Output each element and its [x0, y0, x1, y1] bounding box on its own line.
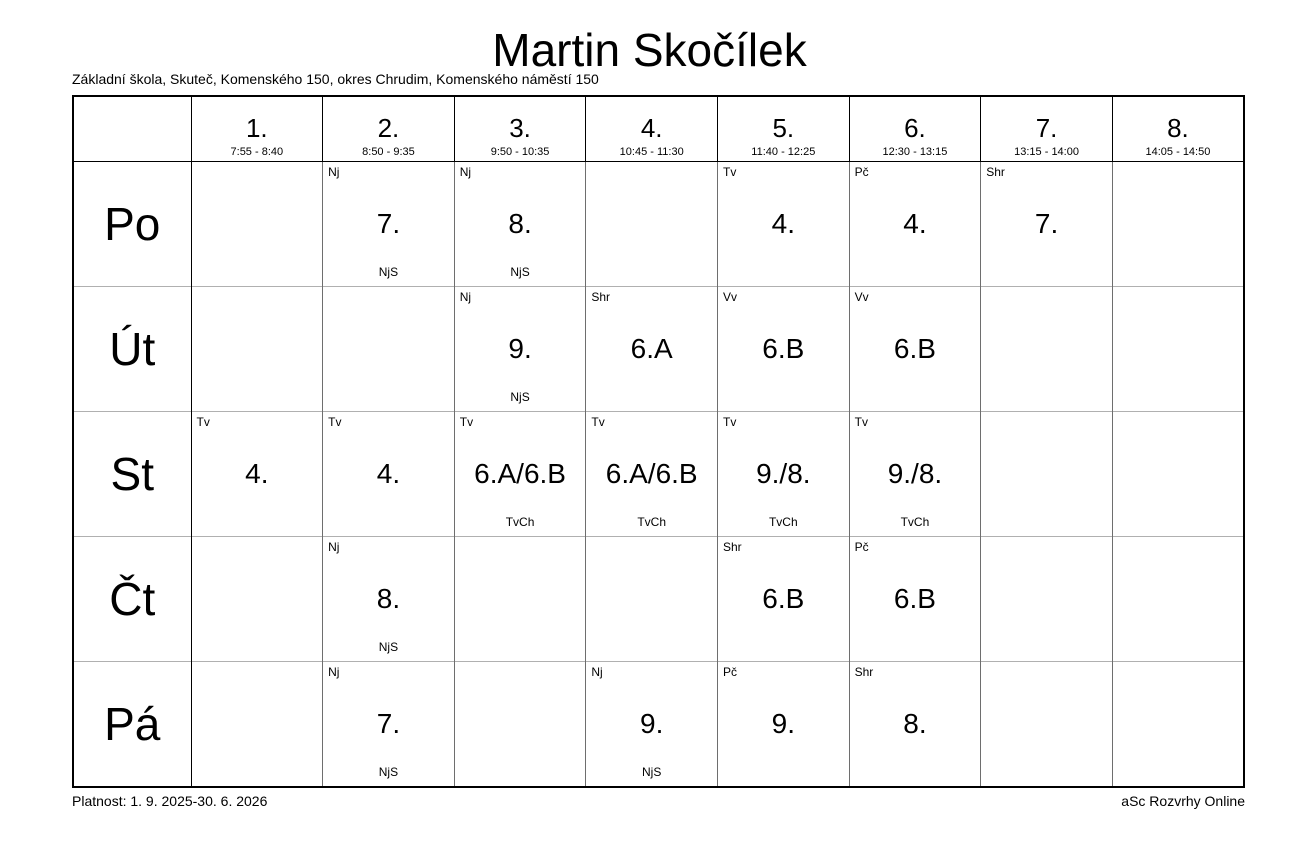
period-header — [981, 96, 1113, 161]
group-label: NjS — [642, 765, 662, 779]
lesson-cell — [586, 537, 718, 662]
class-label: 6.B — [893, 332, 936, 364]
school-subtitle: Základní škola, Skuteč, Komenského 150, okres Chrudim, Komenského náměstí 150 — [72, 71, 599, 87]
period-time: 10:45 - 11:30 — [619, 146, 684, 158]
lesson-cell — [454, 286, 586, 411]
group-label: NjS — [378, 765, 399, 779]
subject-label: Shr — [854, 665, 874, 680]
class-label — [981, 287, 1112, 411]
class-label: 6.A/6.B — [474, 458, 566, 490]
period-header — [849, 96, 981, 161]
class-label — [586, 162, 717, 286]
class-label — [323, 287, 454, 411]
group-label: TvCh — [900, 515, 930, 530]
class-label — [192, 287, 323, 411]
subject-label: Vv — [854, 289, 869, 304]
page-title: Martin Skočílek — [492, 24, 807, 76]
class-label: 6.A/6.B — [605, 458, 698, 490]
group-label: NjS — [378, 640, 399, 655]
period-header — [191, 96, 323, 161]
subject-label: Tv — [723, 164, 737, 179]
lesson-cell — [718, 537, 850, 662]
lesson-cell — [323, 662, 455, 787]
lesson-cell — [454, 537, 586, 662]
lesson-cell — [718, 662, 850, 787]
class-label: 7. — [376, 207, 401, 239]
class-label: 4. — [903, 207, 927, 239]
period-time: 11:40 - 12:25 — [751, 146, 816, 158]
class-label — [981, 662, 1112, 786]
period-time: 14:05 - 14:50 — [1145, 146, 1211, 158]
lesson-cell — [718, 411, 850, 536]
class-label: 9. — [771, 708, 795, 740]
subject-label: Nj — [459, 289, 472, 304]
subject-label: Nj — [328, 164, 340, 179]
group-label: TvCh — [637, 515, 667, 530]
period-number: 7. — [1035, 113, 1058, 143]
day-row — [73, 161, 1244, 286]
subject-label: Vv — [723, 289, 738, 304]
period-number: 6. — [904, 113, 926, 143]
subject-label: Tv — [196, 414, 210, 429]
class-label — [981, 537, 1112, 661]
lesson-cell — [191, 161, 323, 286]
class-label — [1113, 162, 1243, 286]
class-label: 8. — [903, 708, 927, 740]
period-header — [718, 96, 850, 161]
lesson-cell — [191, 537, 323, 662]
subject-label: Tv — [328, 414, 342, 429]
period-number: 1. — [245, 113, 268, 143]
subject-label: Tv — [459, 414, 474, 429]
class-label: 4. — [771, 207, 795, 239]
period-number: 5. — [772, 113, 795, 143]
subject-label: Tv — [723, 414, 737, 429]
group-label: NjS — [510, 264, 530, 279]
period-number: 8. — [1167, 113, 1189, 143]
subject-label: Nj — [591, 665, 603, 680]
day-row — [73, 286, 1244, 411]
class-label — [455, 662, 586, 786]
period-time: 8:50 - 9:35 — [362, 146, 415, 158]
day-label: Po — [73, 161, 191, 286]
class-label: 4. — [376, 458, 401, 490]
lesson-cell — [191, 411, 323, 536]
subject-label: Pč — [854, 540, 869, 555]
subject-label: Shr — [986, 164, 1005, 179]
group-label: NjS — [378, 264, 399, 279]
lesson-cell — [981, 662, 1113, 787]
period-time: 13:15 - 14:00 — [1014, 146, 1079, 158]
class-label — [1113, 537, 1243, 661]
subject-label: Shr — [723, 540, 742, 555]
day-row — [73, 537, 1244, 662]
lesson-cell — [191, 662, 323, 787]
lesson-cell — [323, 161, 455, 286]
subject-label: Nj — [328, 665, 340, 680]
class-label: 6.A — [630, 332, 673, 364]
class-label — [192, 662, 323, 786]
class-label: 4. — [245, 458, 269, 490]
lesson-cell — [586, 161, 718, 286]
class-label — [1113, 287, 1243, 411]
period-number: 3. — [509, 113, 531, 143]
day-label: Čt — [73, 537, 191, 662]
lesson-cell — [323, 537, 455, 662]
lesson-cell — [981, 537, 1113, 662]
lesson-cell — [849, 411, 981, 536]
lesson-cell — [1112, 537, 1244, 662]
day-label: Pá — [73, 662, 191, 787]
class-label: 9. — [640, 708, 664, 740]
lesson-cell — [191, 286, 323, 411]
lesson-cell — [1112, 286, 1244, 411]
period-time: 12:30 - 13:15 — [882, 146, 948, 158]
subject-label: Pč — [854, 164, 869, 179]
class-label: 8. — [376, 583, 401, 615]
period-number: 2. — [377, 113, 400, 143]
lesson-cell — [323, 286, 455, 411]
lesson-cell — [981, 161, 1113, 286]
subject-label: Nj — [328, 540, 340, 555]
class-label — [586, 537, 717, 661]
lesson-cell — [718, 286, 850, 411]
lesson-cell — [323, 411, 455, 536]
lesson-cell — [849, 286, 981, 411]
class-label: 9. — [508, 332, 532, 364]
lesson-cell — [454, 161, 586, 286]
lesson-cell — [586, 286, 718, 411]
subject-label: Pč — [723, 665, 738, 680]
corner-cell — [73, 96, 191, 161]
subject-label: Nj — [459, 164, 472, 179]
timetable — [72, 95, 1245, 788]
class-label: 6.B — [762, 332, 805, 364]
subject-label: Tv — [854, 414, 868, 429]
class-label — [981, 412, 1112, 536]
validity-text: Platnost: 1. 9. 2025-30. 6. 2026 — [72, 793, 268, 809]
class-label: 6.B — [893, 583, 936, 615]
period-header — [586, 96, 718, 161]
class-label: 6.B — [762, 583, 805, 615]
lesson-cell — [849, 537, 981, 662]
lesson-cell — [454, 662, 586, 787]
day-row — [73, 411, 1244, 536]
period-header-row — [73, 96, 1244, 161]
lesson-cell — [1112, 161, 1244, 286]
lesson-cell — [849, 662, 981, 787]
period-number: 4. — [640, 113, 663, 143]
class-label — [192, 537, 323, 661]
period-header — [323, 96, 455, 161]
period-header — [454, 96, 586, 161]
day-label: St — [73, 411, 191, 536]
lesson-cell — [1112, 662, 1244, 787]
lesson-cell — [981, 286, 1113, 411]
subject-label: Tv — [591, 414, 605, 429]
class-label — [1113, 662, 1243, 786]
class-label: 7. — [376, 708, 401, 740]
lesson-cell — [586, 662, 718, 787]
group-label: TvCh — [505, 515, 535, 530]
period-time: 7:55 - 8:40 — [230, 146, 284, 158]
period-time: 9:50 - 10:35 — [490, 146, 550, 158]
class-label: 7. — [1034, 207, 1059, 239]
brand-text: aSc Rozvrhy Online — [1121, 793, 1245, 809]
lesson-cell — [1112, 411, 1244, 536]
lesson-cell — [718, 161, 850, 286]
class-label: 9./8. — [756, 458, 811, 490]
lesson-cell — [454, 411, 586, 536]
lesson-cell — [586, 411, 718, 536]
class-label: 9./8. — [887, 458, 943, 490]
period-header — [1112, 96, 1244, 161]
subject-label: Shr — [591, 289, 611, 304]
lesson-cell — [981, 411, 1113, 536]
group-label: TvCh — [768, 515, 798, 530]
class-label — [192, 162, 323, 286]
class-label: 8. — [508, 207, 532, 239]
day-row — [73, 662, 1244, 787]
day-label: Út — [73, 286, 191, 411]
lesson-cell — [849, 161, 981, 286]
class-label — [455, 537, 586, 661]
class-label — [1113, 412, 1243, 536]
group-label: NjS — [510, 389, 530, 404]
